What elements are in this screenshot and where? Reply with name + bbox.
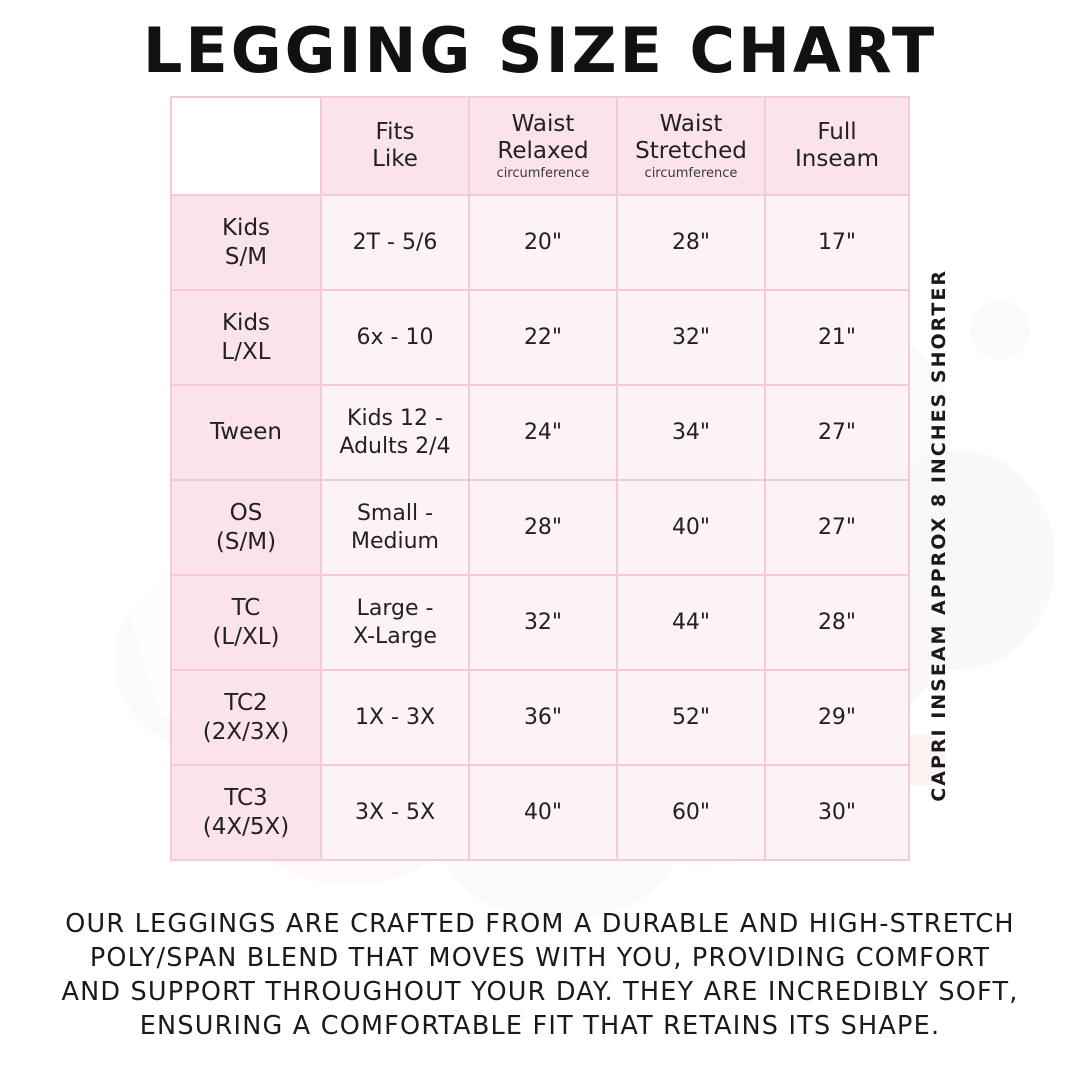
size-line2: (2X/3X) xyxy=(202,718,290,745)
column-header-line1: Fits xyxy=(375,118,415,145)
column-header-waist-stretched xyxy=(617,97,765,195)
table-row xyxy=(171,765,909,860)
row-header-size xyxy=(171,290,321,385)
cell-full-inseam: 29" xyxy=(765,670,909,765)
capri-inseam-note xyxy=(924,250,954,820)
table-row xyxy=(171,480,909,575)
cell-full-inseam: 17" xyxy=(765,195,909,290)
size-line2: L/XL xyxy=(221,338,271,365)
table-corner-cell xyxy=(171,97,321,195)
page-title: LEGGING SIZE CHART xyxy=(142,14,938,87)
column-header-fits-like xyxy=(321,97,469,195)
size-line2: S/M xyxy=(224,243,268,270)
column-header-line1: Waist xyxy=(659,110,723,137)
cell-waist-stretched: 44" xyxy=(617,575,765,670)
cell-waist-relaxed: 40" xyxy=(469,765,617,860)
table-header-row xyxy=(171,97,909,195)
cell-waist-relaxed: 36" xyxy=(469,670,617,765)
column-header-sub: circumference xyxy=(496,165,590,181)
row-header-size xyxy=(171,385,321,480)
footer-line-1: OUR LEGGINGS ARE CRAFTED FROM A DURABLE AND HIGH-STRETCH xyxy=(65,909,1015,939)
column-header-line1: Full xyxy=(817,118,857,145)
table-row xyxy=(171,290,909,385)
cell-waist-stretched: 40" xyxy=(617,480,765,575)
column-header-full-inseam xyxy=(765,97,909,195)
fits-line1: 1X - 3X xyxy=(354,704,436,730)
fits-line1: Large - xyxy=(356,596,434,621)
footer-line-3: AND SUPPORT THROUGHOUT YOUR DAY. THEY ARE INCREDIBLY SOFT, xyxy=(61,976,1019,1007)
table-row xyxy=(171,385,909,480)
row-header-size xyxy=(171,765,321,860)
cell-full-inseam: 21" xyxy=(765,290,909,385)
column-header-line2: Like xyxy=(372,146,418,172)
cell-full-inseam: 30" xyxy=(765,765,909,860)
size-line1: TC xyxy=(231,594,261,621)
fits-line1: 3X - 5X xyxy=(354,799,436,825)
size-line1: OS xyxy=(229,499,263,526)
capri-inseam-note-text: CAPRI INSEAM APPROX 8 INCHES SHORTER xyxy=(928,268,950,802)
cell-waist-relaxed: 22" xyxy=(469,290,617,385)
fits-line1: 6x - 10 xyxy=(356,324,434,350)
column-header-waist-relaxed xyxy=(469,97,617,195)
cell-full-inseam: 27" xyxy=(765,385,909,480)
cell-fits-like xyxy=(321,670,469,765)
size-line2: (S/M) xyxy=(215,528,277,555)
cell-waist-relaxed: 20" xyxy=(469,195,617,290)
size-line1: TC2 xyxy=(224,689,268,716)
fits-line2: Medium xyxy=(351,528,439,554)
cell-waist-stretched: 28" xyxy=(617,195,765,290)
cell-waist-relaxed: 24" xyxy=(469,385,617,480)
row-header-size xyxy=(171,575,321,670)
fits-line2: Adults 2/4 xyxy=(339,433,451,459)
cell-fits-like xyxy=(321,385,469,480)
size-line1: Kids xyxy=(221,214,271,241)
table-row xyxy=(171,195,909,290)
cell-waist-relaxed: 28" xyxy=(469,480,617,575)
cell-waist-stretched: 52" xyxy=(617,670,765,765)
size-chart-table-wrapper xyxy=(170,96,908,861)
row-header-size xyxy=(171,670,321,765)
cell-fits-like xyxy=(321,290,469,385)
row-header-size xyxy=(171,480,321,575)
size-line2: (L/XL) xyxy=(212,623,280,650)
size-chart-table xyxy=(170,96,910,861)
cell-waist-stretched: 60" xyxy=(617,765,765,860)
table-row xyxy=(171,670,909,765)
column-header-line1: Waist xyxy=(511,110,575,137)
size-line2: (4X/5X) xyxy=(202,813,290,840)
cell-waist-stretched: 32" xyxy=(617,290,765,385)
fits-line1: Kids 12 - xyxy=(347,406,443,431)
cell-fits-like xyxy=(321,575,469,670)
cell-full-inseam: 27" xyxy=(765,480,909,575)
row-header-size xyxy=(171,195,321,290)
size-line1: TC3 xyxy=(224,784,268,811)
column-header-sub: circumference xyxy=(644,165,738,181)
column-header-line2: Inseam xyxy=(795,146,879,172)
fits-line1: 2T - 5/6 xyxy=(352,229,438,255)
column-header-line2: Relaxed xyxy=(497,137,589,164)
size-line1: Kids xyxy=(221,309,271,336)
cell-fits-like xyxy=(321,480,469,575)
fits-line2: X-Large xyxy=(353,623,437,649)
column-header-line2: Stretched xyxy=(635,137,747,164)
size-line1: Tween xyxy=(210,419,282,446)
table-row xyxy=(171,575,909,670)
footer-line-4: ENSURING A COMFORTABLE FIT THAT RETAINS ITS SHAPE. xyxy=(139,1010,941,1041)
cell-fits-like xyxy=(321,765,469,860)
cell-waist-stretched: 34" xyxy=(617,385,765,480)
cell-fits-like xyxy=(321,195,469,290)
cell-waist-relaxed: 32" xyxy=(469,575,617,670)
footer-line-2: POLY/SPAN BLEND THAT MOVES WITH YOU, PROVIDING COMFORT xyxy=(89,942,991,973)
footer-description xyxy=(30,908,1050,1044)
fits-line1: Small - xyxy=(356,501,434,526)
cell-full-inseam: 28" xyxy=(765,575,909,670)
